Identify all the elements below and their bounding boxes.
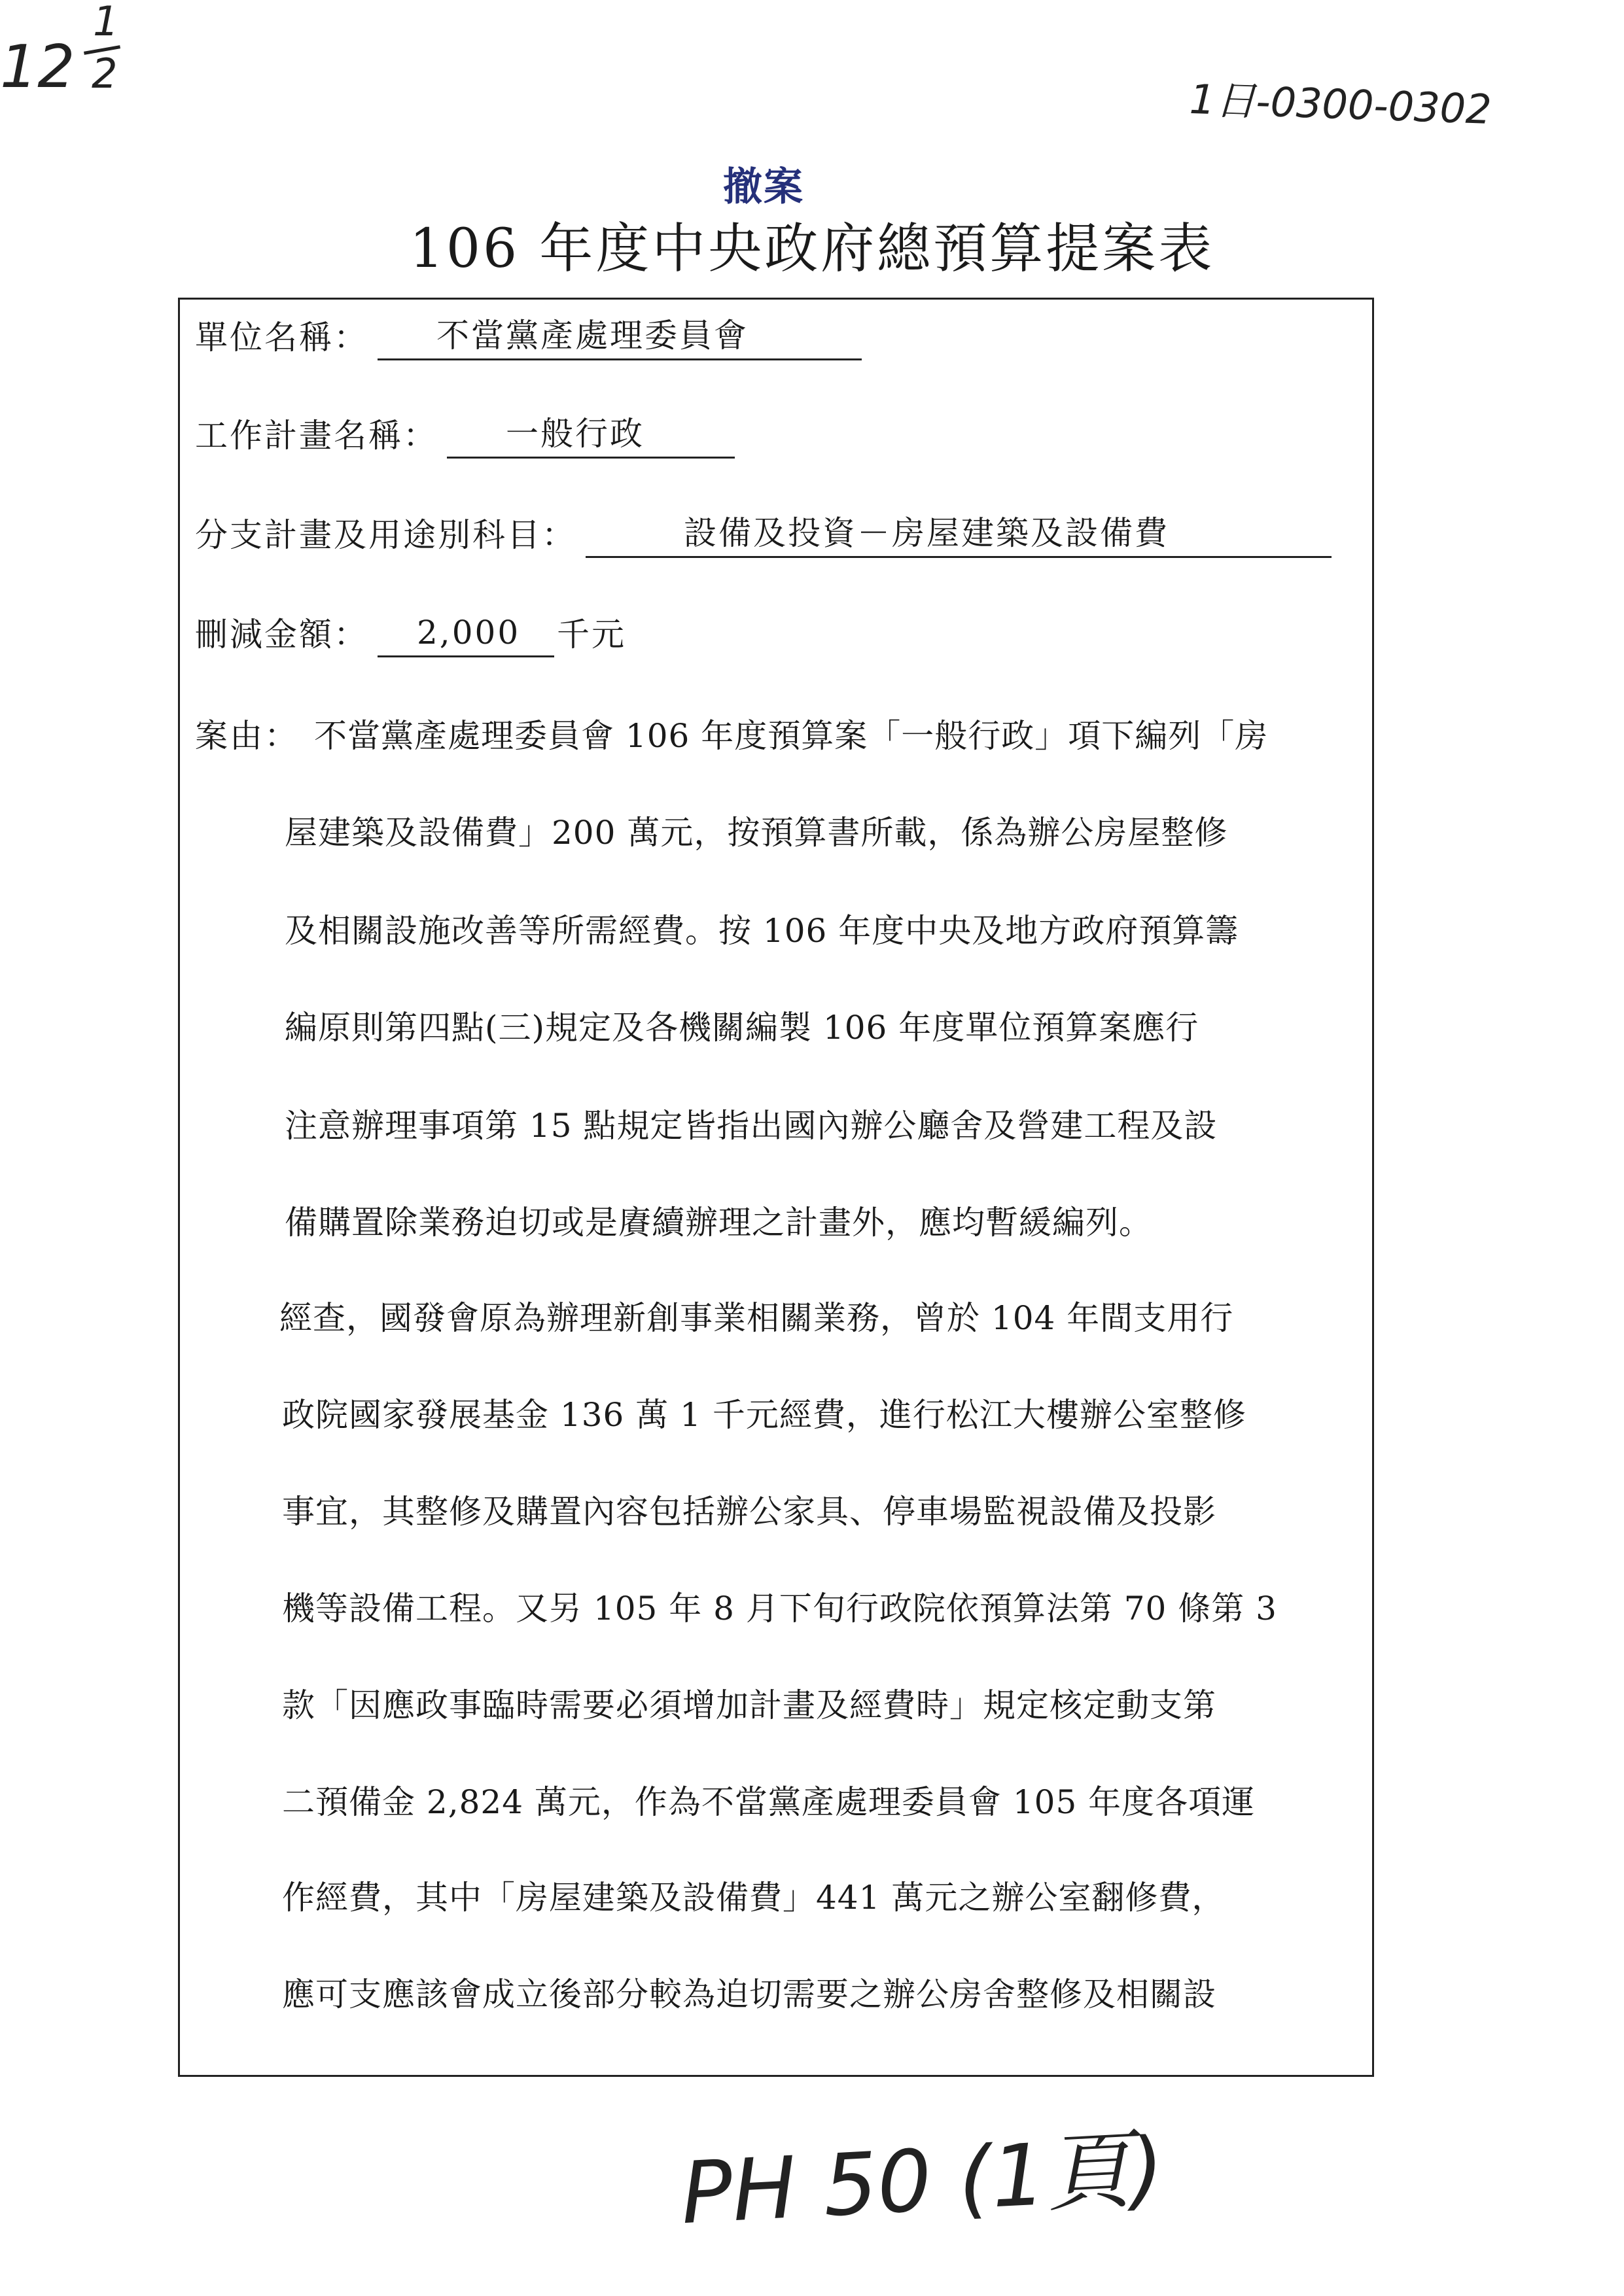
plan-name-label: 工作計畫名稱： (195, 417, 438, 455)
finding-line: 二預備金 2,824 萬元，作為不當黨產處理委員會 105 年度各項運 (282, 1783, 1256, 1821)
finding-line: 政院國家發展基金 136 萬 1 千元經費，進行松江大樓辦公室整修 (282, 1396, 1246, 1434)
reason-line: 備購置除業務迫切或是賡續辦理之計畫外，應均暫緩編列。 (285, 1204, 1152, 1242)
finding-line: 事宜，其整修及購置內容包括辦公家具、停車場監視設備及投影 (282, 1493, 1216, 1531)
plan-name-value: 一般行政 (447, 411, 735, 459)
finding-line: 機等設備工程。又另 105 年 8 月下旬行政院依預算法第 70 條第 3 (282, 1590, 1277, 1627)
reason-line: 注意辦理事項第 15 點規定皆指出國內辦公廳舍及營建工程及設 (285, 1107, 1218, 1145)
amount-unit: 千元 (557, 616, 626, 653)
unit-name-row (195, 313, 862, 360)
finding-line: 經查，國發會原為辦理新創事業相關業務，曾於 104 年間支用行 (279, 1299, 1234, 1337)
reason-line: 及相關設施改善等所需經費。按 106 年度中央及地方政府預算籌 (285, 912, 1239, 950)
withdrawn-stamp: 撤案 (723, 164, 804, 210)
document-title: 106 年度中央政府總預算提案表 (409, 218, 1215, 280)
subject-row (195, 510, 1332, 558)
reason-line: 編原則第四點(三)規定及各機關編製 106 年度單位預算案應行 (285, 1009, 1199, 1047)
handwritten-reference-code: 1日-0300-0302 (1188, 75, 1492, 134)
unit-name-value: 不當黨產處理委員會 (378, 313, 862, 360)
subject-label: 分支計畫及用途別科目： (195, 516, 576, 554)
page-number-numerator: 1 (93, 0, 119, 45)
finding-line: 應可支應該會成立後部分較為迫切需要之辦公房舍整修及相關設 (282, 1975, 1216, 2013)
handwritten-page-mark: PH 50 (1頁) (679, 2118, 1167, 2244)
amount-label: 刪減金額： (195, 616, 368, 653)
page-number-denominator: 2 (92, 50, 118, 97)
handwritten-page-number (0, 0, 131, 105)
amount-value: 2,000 (378, 610, 554, 657)
plan-name-row (195, 411, 735, 459)
proposal-form (178, 298, 1374, 2077)
finding-line: 作經費，其中「房屋建築及設備費」441 萬元之辦公室翻修費， (282, 1879, 1226, 1917)
unit-name-label: 單位名稱： (195, 319, 368, 357)
subject-value: 設備及投資－房屋建築及設備費 (586, 510, 1332, 558)
page-number-whole: 12 (0, 33, 75, 101)
reason-label: 案由： (195, 717, 299, 755)
reason-line: 不當黨產處理委員會 106 年度預算案「一般行政」項下編列「房 (314, 717, 1269, 755)
amount-row (195, 610, 626, 657)
finding-line: 款「因應政事臨時需要必須增加計畫及經費時」規定核定動支第 (282, 1686, 1216, 1724)
reason-line: 屋建築及設備費」200 萬元，按預算書所載，係為辦公房屋整修 (285, 814, 1228, 852)
